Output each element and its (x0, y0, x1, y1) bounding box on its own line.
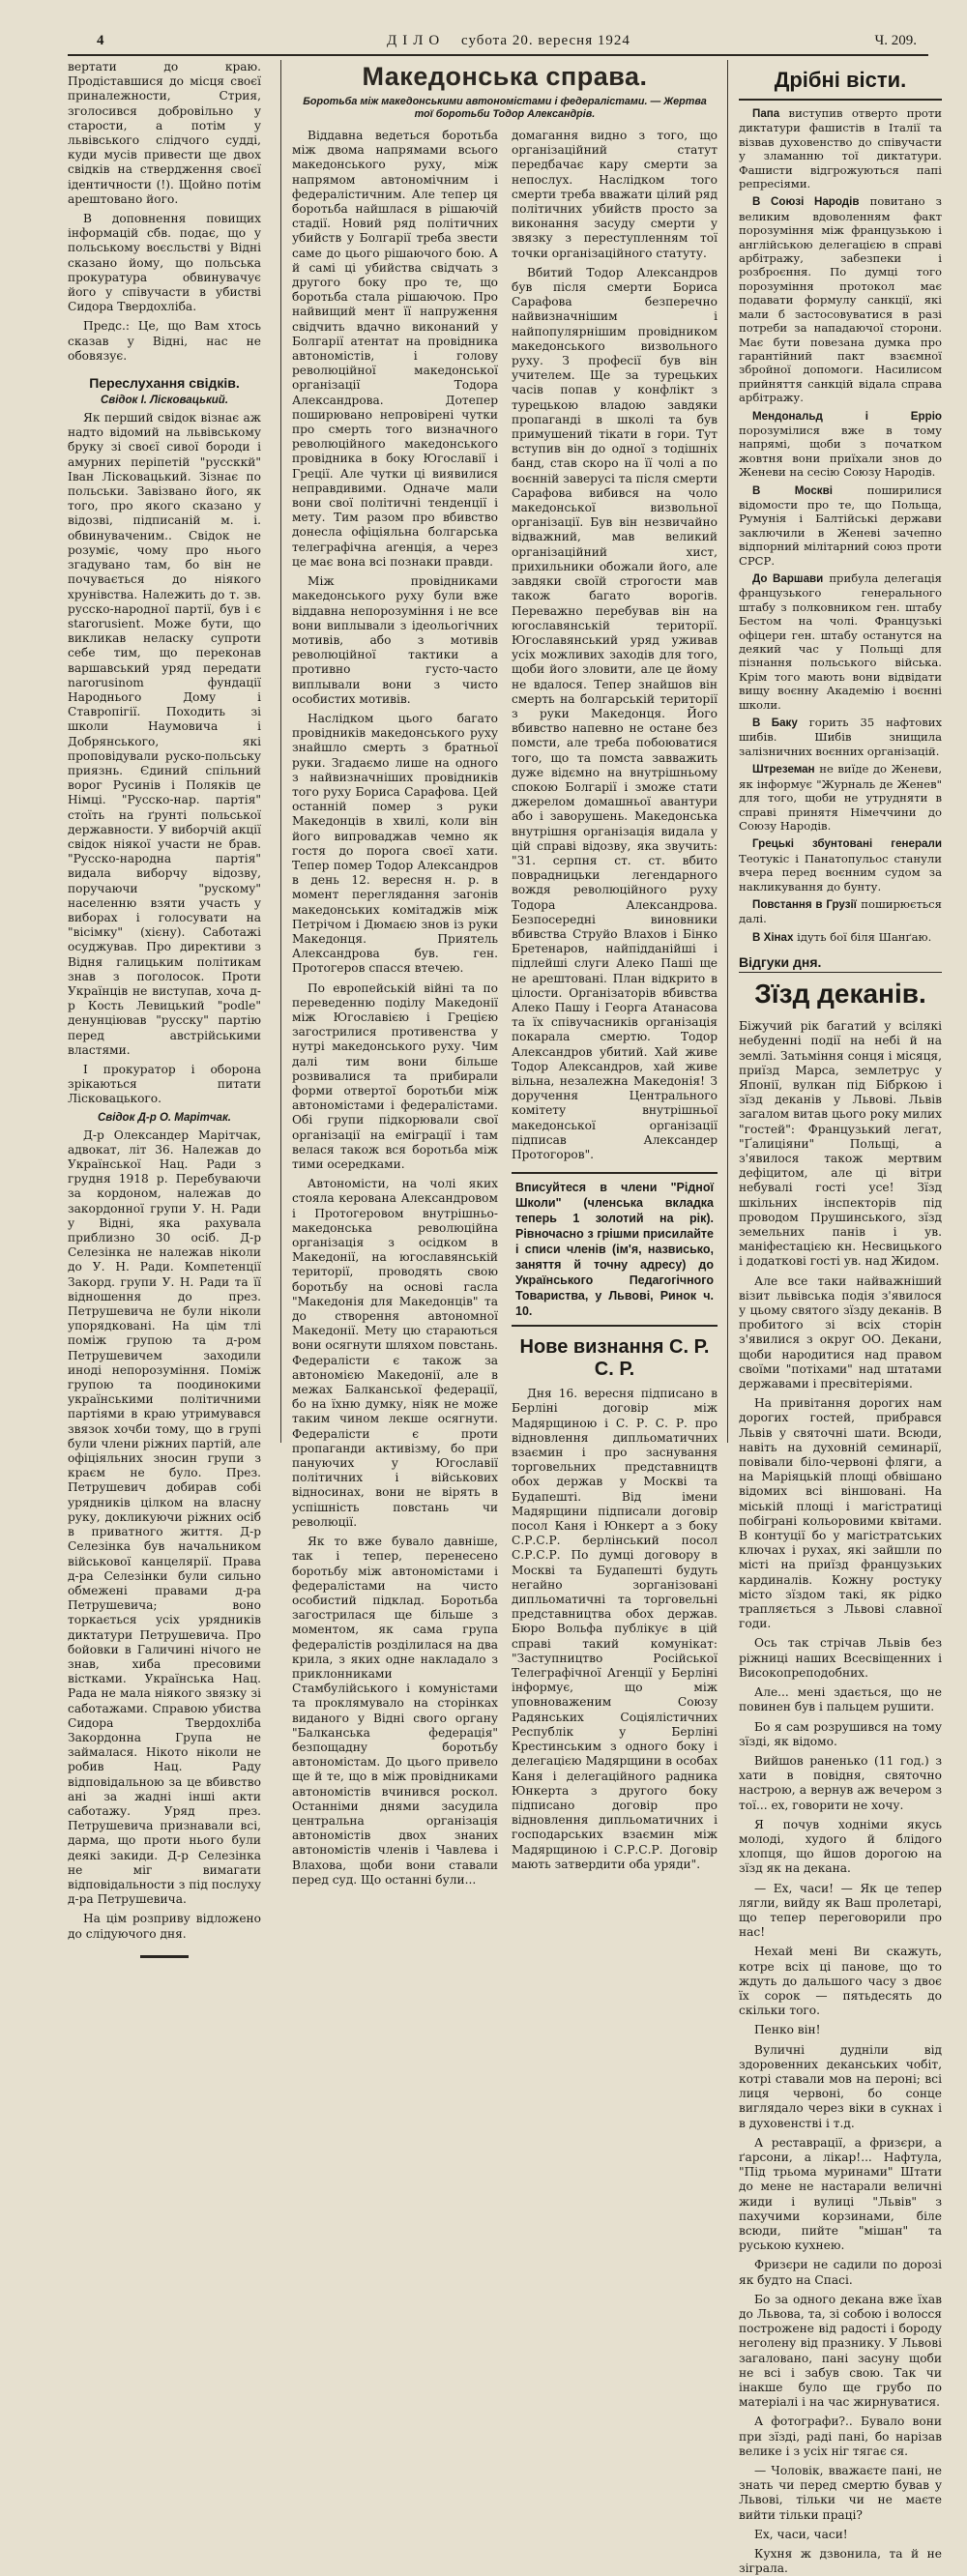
paragraph: По европейській війні та по переведенню поділу Македонії між Югославією і Грецією загострилися противенства у нутрі македонського руху. Чим далі тим вони більше розвивалися та прибирали форми отвертої боротьби між автономістами і федералістами. Обі групи підкорювали свої організації на еміграції і там велася також вся боротьба між тими осередками. (292, 981, 498, 1172)
news-title: Дрібні вісти. (774, 68, 907, 92)
news-lead: В Союзі Народів (752, 195, 860, 209)
paragraph: В доповнення повищих інформацій сбв. подає, що у польському воєсльстві у Відні сказано йому, що польська прокуратура обвинувачує його у співучасти в убистві Сидора Твердохліба. (68, 212, 261, 314)
page-number: 4 (97, 33, 104, 48)
paragraph: Вбитий Тодор Александров був після смерти Бориса Сарафова безперечно найвизначнішим і найпопулярнішим провідником македонського визвольного руху. З професії був він учителем. Ще за турецьких часів попав у конфлікт з турецькою владою завдяки пропаганді в школі та був примушений тікати в гори. Тут вступив він до одної з тодішніх банд, став скоро на її чолі а по воєнній заверусі та після смерти Сарафова вибився на чоло македонської визвольної організації. Був він незвичайно відважний, мав великий організаційний хист, прихильники обожали його, але завдяки своїй строгости мав також багато ворогів. Переважно перебував він на югославянській території. Югославянський уряд уживав усіх можливих заходів для того, щоби його зловити, але це йому не вдалося. Тепер знайшов він смерть на болгарській території з руки Македонця. Його вбивство напевно не остане без помсти, але треба побоюватися того, що та помста завважить дуже відємно на внутрішньому спокою Болгарії і зможе стати джерелом домашньої авантури або і заворушень. Македонська внутрішня організація видала у цій справі відозву, яка звучить: "31. серпня ст. ст. вбито поврадницьки легендарного вождя революційного руху Тодора Александрова. Безпосередні виновники вбивства Струйо Влахов і Бінко Бретенаров, найпідданійші і підлейші слуги Алеко Паші ще не арештовані. План відкрито в цілости. Організаторів вбивства Алеко Пашу і Георга Атанасова та їх співучасників організація покарала смертю. Тодор Александров убитий. Хай живе Тодор Александров, хай живе вільна, незалежна Македонія! З доручення Центрального комітету внутрішньої македонської організації підписав Александер Протогоров". (512, 265, 718, 1162)
end-rule (140, 1955, 189, 1958)
column-divider (727, 60, 728, 1443)
paragraph: Д-р Олександер Марітчак, адвокат, літ 36. Належав до Української Нац. Ради з грудня 1918 р. Перебуваючи за кордоном, належав до закордонної групи У. Н. Ради у Відні, яка рахувала приблизно 30 осіб. Д-р Селезінка не належав ніколи до У. Н. Ради. Компетенції Закорд. групи У. Н. Ради та її відношення до през. Петрушевича не були ніколи упорядковані. На цім тлі поміж групою та д-ром Петрушевичем заходили иноді непорозуміння. Поміж групою та поодинокими українськими політичними партіями в краю утримувався звязок хочби тому, що в групі були члени ріжних партій, але офіціяльних зносин групи з краєм не було. През. Петрушевич добирав собі урядників цілком на власну руку, докликуючи ріжних осіб в приватного життя. Д-р Селезінка був начальником військової канцелярії. Права д-ра Селезінки були сильно обмежені правами д-ра Петрушевича; воно торкається усіх урядників диктатури Петрушевича. Про бойовки в Галичині нічого не знав, хиба пресовими вістками. Українська Нац. Рада не мала ніякого звязку зі саботажами. Справою убиства Сидора Твердохліба Закордонна Група не займалася. Нікото ніколи не робив Нац. Раду відповідальною за це вбивство ані за жадні інші акти саботажу. Уряд през. Петрушевича признавали всі, дарма, що проти нього були деякі закиди. Д-р Селезінка не міг вимагати відповідальности з під послуху д-ра Петрушевича. (68, 1127, 261, 1907)
paragraph: Як перший свідок візнає аж надто відомий на львівському бруку зі своєї сивої бороди і амурних періпетій "руссккй" Іван Лісковацький. Зізнає по польськи. Завізвано його, як того, про якого сказано у відозві, підписаній м. і. обвинуваченим.. Свідок не розуміє, чому про нього згадувано там, бо він не почувається до ніякого хрунівства. Належить до т. зв. русско-народної партії, був і є starorusiеnt. Може бути, що викликав неласку супроти себе тим, що переконав варшавський уряд передати narorusinom фундації Народнього Дому і Ставропігії. Походить зі школи Наумовича і Добрянського, які проповідували руско-польську приязнь. Єдиний спільний ворог Русинів і Поляків це Німці. "Русско-нар. партія" стоїть на ґрунті польської державности. У виборчій акції свідок ніякої участи не брав. "Русско-народна партія" видала виборчу відозву, поручаючи "рускому" населенню взяти участь у виборах і голосувати на "вісімку" (хієну). Саботажі осуджував. Про директиви з Відня галицьким політикам знав з поголосок. Проти Українців не виступав, хоча д-р Кость Левицький "podle" денунціював "русску" партію перед австрійськими властями. (68, 411, 261, 1057)
news-lead: В Баку (752, 717, 798, 730)
news-text: повитано з великим вдоволенням факт порозуміння між французькою і англійською делегацією в справі арбітражу, забезпеки і розброєння. По думці того порозуміння протокол має подавати формулу санкції, які мали б застосовуватися в разі потреби за нападаючої сторони. Має бути повезана думка про гарантійний пакт взаємної збройної допомоги. Насилисом прийняття санкцій відала справа арбітражу. (739, 194, 942, 405)
news-text: прибула делегація французького генерального штабу з полковником ген. штабу Бестом на чолі. Французькі офіцери ген. штабу останутся на деякий час у Польщі для пізнання польського війська. Крім того мають вони відвідати вищу воєнну Академію і воєнні школи. (739, 571, 942, 712)
paragraph: Нехай мені Ви скажуть, котре всіх ці панове, що то ждуть до дальшого часу з двоє їх сорок — пятьдесять до скільки того. (739, 1945, 942, 2018)
news-lead: Папа (752, 107, 780, 120)
news-text: поширюється далі. (739, 896, 942, 926)
article-right-column (512, 129, 718, 1892)
article-columns (292, 129, 718, 1892)
paragraph: Біжучий рік багатий у всілякі небуденні події на небі й на землі. Затьміння сонця і місяця, приїзд Марса, землетрус у Японії, вулкан під Бібркою і зїзд деканів у Львові. Львів загалом витав цього року милих "гостей": Французький легат, "Ґалиціяни" Польщі, а з'явилося також мертвим дефіцитом, але ці вітри небувалі гості усе! Зїзд шкільних інспекторів під проводом Прушинського, зїзд земельних панів і ув. маніфестацією кн. Несвицького і додаткові гості ув. над Жидом. (739, 1019, 942, 1269)
news-item (739, 836, 942, 893)
paragraph: Фризєри не садили по дорозі як будто на Спасі. (739, 2258, 942, 2287)
paragraph: Вуличні дудніли від здоровенних деканських чобіт, котрі ставали мов на пероні; всі лиця червоні, бо сонце виглядало через віки в сукнах і в духовенстві і т.д. (739, 2042, 942, 2130)
echoes-label: Відгуки дня. (739, 954, 942, 973)
masthead (68, 29, 928, 56)
paragraph: Вийшов раненько (11 год.) з хати в повідня, святочно настрою, а вернув аж вечером з тої... ех, говорити не хочу. (739, 1753, 942, 1812)
column-1 (68, 60, 261, 1941)
paragraph: І прокуратор і оборона зрікаються питати Лісковацького. (68, 1063, 261, 1106)
paragraph: Пенко він! (754, 2023, 821, 2037)
paragraph: — Чоловік, вважаєте пані, не знать чи перед смертю бував у Львові, тільки чи не маєте вийти тільки праці? (739, 2464, 942, 2522)
paragraph: Предс.: Це, що Вам хтось сказав у Відні, нас не обовязує. (68, 319, 261, 363)
paragraph: Як то вже бувало давніше, так і тепер, перенесено боротьбу між автономістами і федералістами на чисто особистий підклад. Боротьба загострилася ще більше з моментом, як сама група федералістів розділилася на два крила, з яких одне накладало з приклонниками Стамбулійського і комуністами та проклямувало на сторінках виданого у Відні свого органу "Балканська федерація" безпощадну боротьбу автономістам. До цього привело ще й те, що в між провідниками автономістів вчинився роскол. Останніми днями засудила центральна організація автономістів двох знаних автономістів членів і Чавлева і Влахова, щоби вони ставали перед суд. Що останні були... (292, 1535, 498, 1887)
ussr-headline: Нове визнання С. Р. С. Р. (519, 1336, 710, 1381)
paragraph: Бо я сам розрушився на тому зїзді, як відомо. (739, 1719, 942, 1748)
column-divider (280, 60, 281, 1443)
paper-name: ДІЛО (387, 33, 446, 48)
news-item (739, 194, 942, 404)
news-lead: Повстання в Грузії (752, 897, 857, 911)
news-text: виступив отверто проти диктатури фашистів в Італії та візвав духовенство до співучасти у зламанню тої диктатури. Фашисти відгрожуються папі репресіями. (739, 106, 942, 191)
news-text: ідуть бої біля Шанґаю. (797, 929, 932, 944)
news-lead: До Варшави (752, 572, 824, 585)
column-4 (739, 60, 943, 2576)
news-lead: В Москві (752, 483, 833, 497)
paragraph: Наслідком цього багато провідників македонського руху знайшло смерть з братньої руки. Згадаємо лише на одного з найвизначніших провідників того руху Бориса Сарафова. Цей останній помер з руки Македонців в хвилі, коли він його випроваджав чемно як гостя до порога своєї хати. Тепер помер Тодор Александров в день 12. вересня н. р. в момент переглядання загонів македонських комітаджів між Петрічом і Дюмаєю знов із руки Македонця. Приятель Александрова був. ген. Протогеров спасся втечею. (292, 711, 498, 976)
news-item (739, 483, 942, 568)
paragraph: домагання видно з того, що організаційний статут передбачає кару смерти за непослух. Наслідком того смерти треба вважати цілий ряд політичних убийств просто за виконання засуду смерти у звязку з переступленням тої точки організаційного статуту. (512, 129, 718, 260)
rule (739, 99, 942, 101)
deans-title: Зїзд деканів. (754, 979, 926, 1010)
news-item (739, 409, 942, 480)
witness-title: Свідок І. Лісковацький. (100, 395, 229, 407)
news-item (739, 716, 942, 758)
news-text: не виїде до Женеви, як інформує "Журналь де Женев" для того, щоби не утрудняти в справі принятя Німеччини до Союзу Народів. (739, 762, 943, 833)
paragraph: — Ех, часи! — Як це тепер лягли, вийду як Ваш пролетарі, що тепер переговорили про нас! (739, 1881, 942, 1940)
news-lead: Штреземан (752, 763, 815, 776)
news-text: порозумілися вже в тому напрямі, щоби з початком жовтня вони приїхали знов до Женеви на сесію Союзу Народів. (739, 423, 942, 480)
news-item (739, 897, 942, 926)
paragraph: Дня 16. вересня підписано в Берліні договір між Мадярщиною і С. Р. С. Р. про відновлення дипльоматичних взаємин і про заснування торговельних представництв обох держав у Москві та Будапешті. Від імени Мадярщини підписали договір посол Каня і Юнкерт а з боку С.Р.С.Р. берлінський посол С.Р.С.Р. По думці договору в Москві та Будапешті будуть негайно зорганізовані дипльоматичні та торговельні представництва обох держав. Бюро Вольфа публікує в цій справі такий комунікат: "Заступництво Російської Телеграфічної Агенції у Берліні інформує, що між уповноваженим Союзу Радянських Соціялістичних Республік у Берліні Крестинським з одного боку і делегацією Мадярщини в особах Каня і делегаційного радника Юнкерта з другого боку підписано договір про відновлення дипльоматичних і господарських взаємин між Мадярщиною і С.Р.С.Р. Договір мають затвердити оба уряди". (512, 1387, 718, 1871)
paragraph: Ось так стрічав Львів без ріжниці наших Всесвіщенних і Високопреподобних. (739, 1636, 942, 1680)
membership-advert: Вписуйтеся в члени "Рідної Школи" (членська вкладка теперь 1 золотий на рік). Рівночасно з грішми присилайте і списи членів (ім'я, назвисько, заняття й точну адресу) до Українського Педагогічного Товариства, у Львові, Ринок ч. 10. (512, 1172, 718, 1327)
news-text: поширилися відомости про те, що Польща, Румунія і Балтійські держави заключили в Женеві зачепно відпорний мілітарний союз проти СРСР. (739, 483, 943, 568)
paragraph: Бо за одного декана вже їхав до Львова, та, зі собою і волосся построжене від радості і бороду неголену від празнику. У Львові загаловано, пані засуну щоби не всі і забув свою. Так чи інакше було ще грубо по матеріалі і на час жирнуватися. (739, 2292, 942, 2410)
paragraph: Але... мені здається, що не повинен був і пальцем рушити. (739, 1685, 942, 1714)
news-lead: В Хінах (752, 930, 794, 944)
issue-date: субота 20. вересня 1924 (460, 33, 630, 48)
witness-title: Свідок Д-р О. Марітчак. (98, 1111, 231, 1124)
news-item (739, 930, 942, 945)
news-item (739, 106, 942, 190)
paragraph: Віддавна ведеться боротьба між двома напрямами всього македонського руху, між напрямом автономічним і федералістичним. Але тепер ця боротьба найшлася в рішаючій стадії. Новий ряд політичних убийств у Болгарії треба звести саме до цього рішаючого бою. А й самі ці убийства свідчать з другого боку про те, що боротьба стала рішаючою. Про найвищий мент її напруження свідчить вдачно виконаний у Болгарії атентат на провідника автономістів, і голову революційної македонської організації Тодора Александрова. Дотепер поширювано непровірені чутки про смерть того визначного революційного македонського провідника в боку Югославії і Греції. Але чутки ці виявилися неправдивими. Одначе мали вони свої політичні тенденції і мету. Тим разом про вбивство донесла офіціяльна болгарська телеграфічна агенція, а через це має вона всі познаки правди. (292, 129, 498, 569)
paragraph: А реставрації, а фризєри, а ґарсони, а лікар!... Нафтула, "Під трьома муринами" Штати до мене не настарали величні жиди і вулиці "Львів" з пахучими корзинами, біле всюди, пийте "мішан" та руською кухнею. (739, 2135, 942, 2253)
paragraph: Я почув ходніми якусь молоді, худого й блідого хлопця, що йшов дорогою на зїзд як на декана. (739, 1817, 942, 1876)
news-item (739, 762, 942, 833)
news-lead: Мендональд і Ерріо (752, 409, 942, 423)
paragraph: Ех, часи, часи! (754, 2527, 848, 2541)
article-deck: Боротьба між македонськими автономістами і федералістами. — Жертва тої боротьби Тодор Александрів. (303, 96, 707, 120)
paragraph: На привітання дорогих нам дорогих гостей, прибрався Львів у святочні шати. Всюди, навіть на духовній семинарії, повівали біло-червоні фляги, а на Маріяцькій площі обвішано відомих всі віншовані. На міській площі і магістратиці побіграні кольоровими квітами. В контуції бо у магістратських ключах і рухах, які зайшли по місті на приїзд французьких кардиналів. Кожну ростуку місто зїздом такі, як рідко трапляється з Львові славної годи. (739, 1396, 942, 1631)
article-headline: Македонська справа. (362, 62, 648, 91)
paragraph: Автономісти, на чолі яких стояла керована Александровом і Протогеровом внутрішньо-македонська революційна організація з осідком в Македонії, на югославянській території, проводять свою боротьбу на основі гасла "Македонія для Македонців" та до створення автономної Македонії. Мету цю стараються вони осягнути шляхом повстань. Федералісти є також за автономією Македонії, але в межах Балканської федерації, бо на їхню думку, ніяк не може таким чином лекше осягнути. Федералісти є проти пропаганди активізму, бо при пануючих у Югославії політичних і військових відносинах, вони не вірять в успішність повстань чи революції. (292, 1177, 498, 1529)
paragraph: Але все таки найважніший візит львівська подія з'явилося у цьому святого зїзду деканів. В пробитого зі всіх сторін з'явилися з округ ОО. Декани, щоби народитися над правом своїми "потіхами" над штатами державами і пресвітеріями. (739, 1273, 942, 1391)
paragraph: На цім розприву відложено до слідуючого дня. (68, 1912, 261, 1941)
news-item (739, 571, 942, 712)
masthead-center (387, 33, 630, 49)
paragraph: Кухня ж дзвонила, та й не зіграла. (739, 2547, 942, 2576)
article-macedonia (292, 60, 718, 1887)
news-text: Теотукіс і Панатопульос станули вчера перед воєнним судом за накликування до бунту. (739, 851, 942, 893)
paragraph: А фотографи?.. Бувало вони при зїзді, раді пані, бо нарізав велике і з усіх ніг тягає ся. (739, 2415, 942, 2458)
article-left-column (292, 129, 498, 1892)
news-text: горить 35 нафтових шибів. Шибів знищила залізничних воєнних організацій. (739, 716, 942, 758)
news-lead: Грецькі збунтовані генерали (752, 837, 942, 851)
paragraph: вертати до краю. Продіставшися до місця своєї приналежности, Стрия, зголосився добровільно у старости, а потім у львівського слідчого судді, куди мусів привести ще двох свідків на ствердження своєї ідентичности (!). Щойно потім арештовано його. (68, 60, 261, 206)
section-title: Переслухання свідків. (89, 375, 240, 392)
paragraph: Між провідниками македонського руху були вже віддавна непорозуміння і не все вони виплывали з ідеольогічних мотивів, або з мотивів революційної тактики а противно густо-часто виплывали вони з чисто особистих мотивів. (292, 574, 498, 706)
issue-number: Ч. 209. (874, 33, 917, 48)
